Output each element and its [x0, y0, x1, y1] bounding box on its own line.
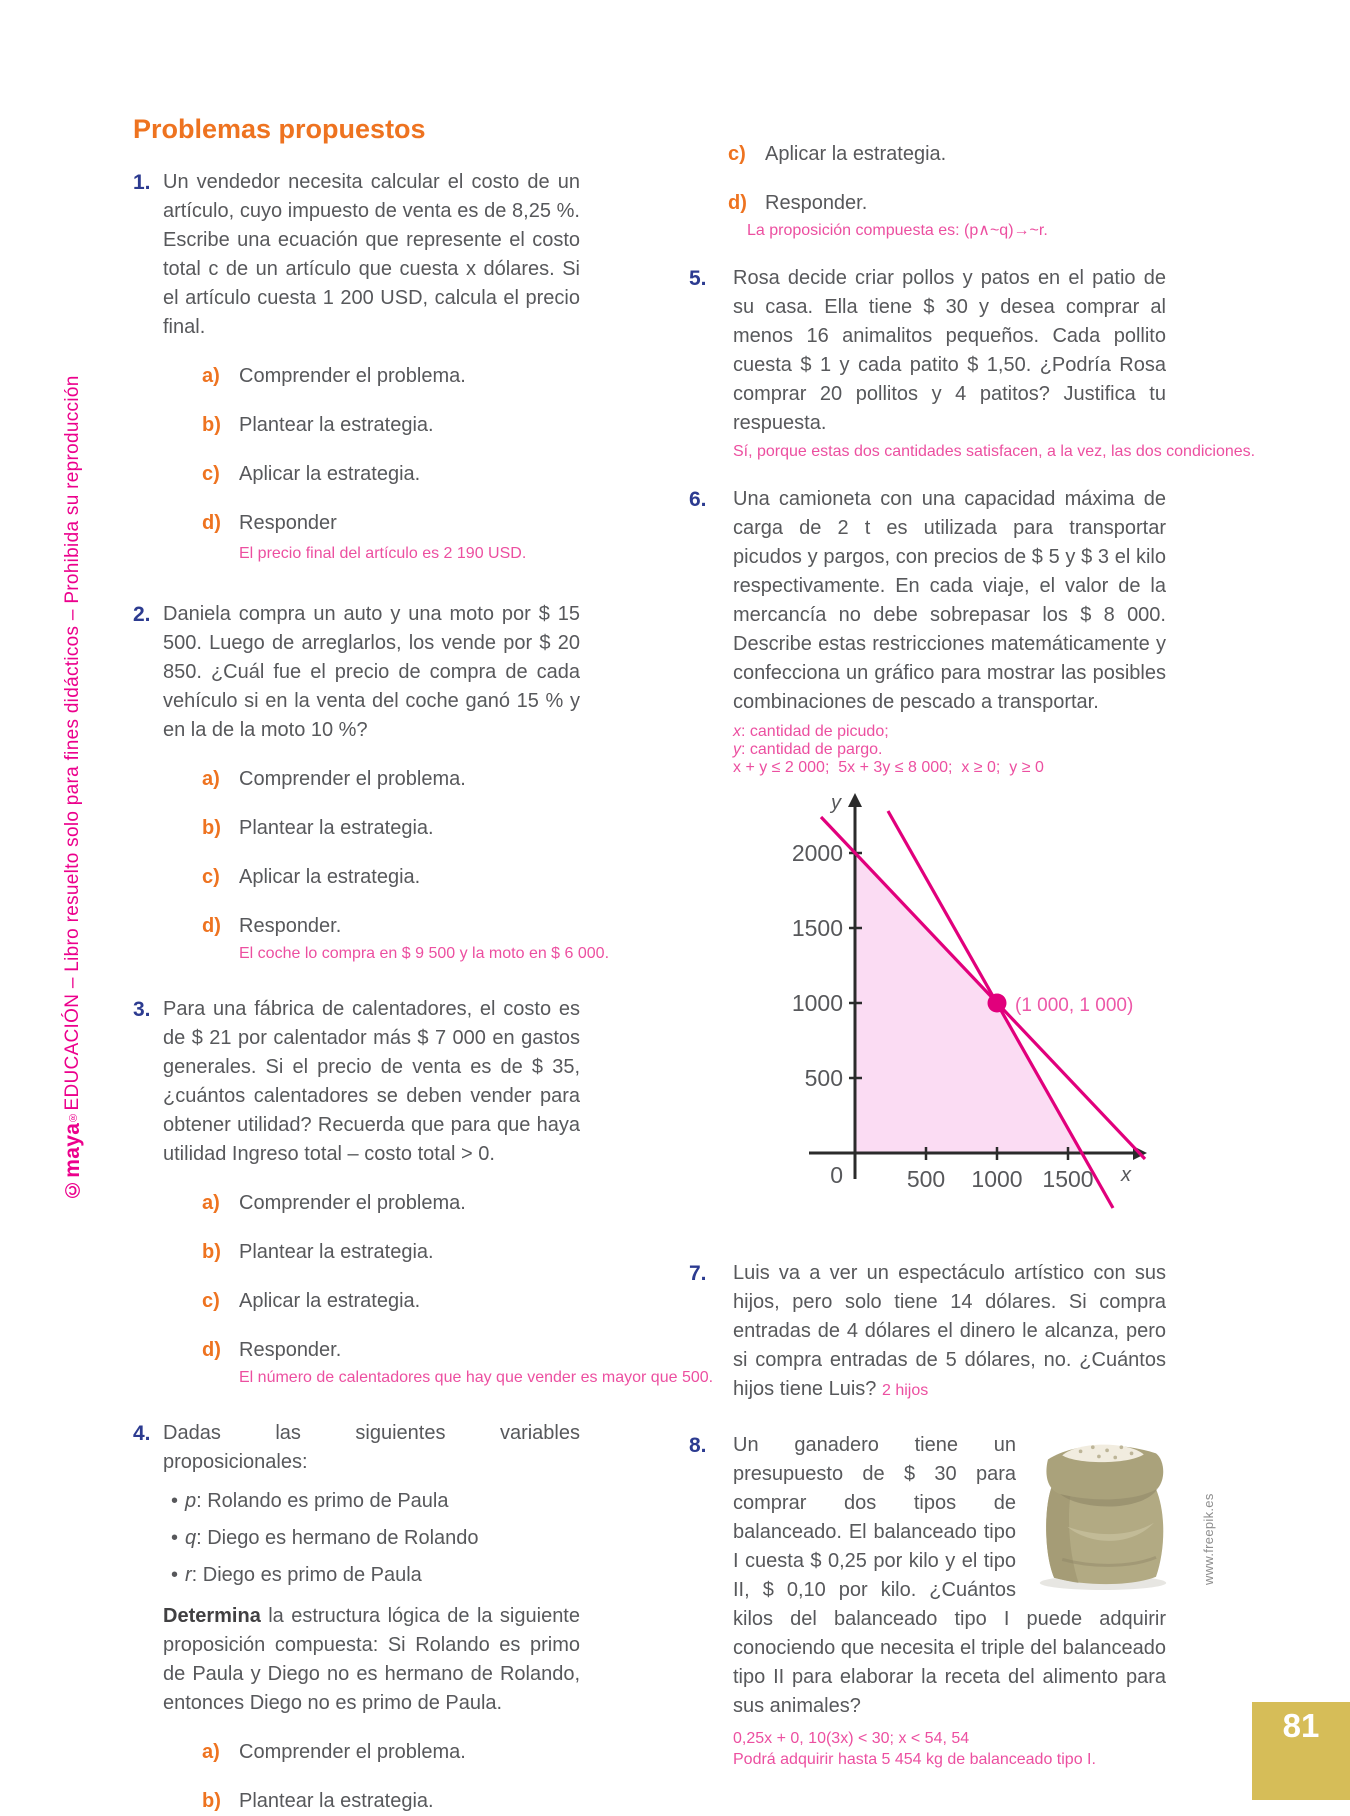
list-item — [171, 1487, 580, 1516]
image-credit: www.freepik.es — [1201, 1493, 1216, 1585]
point-label: (1 000, 1 000) — [1015, 995, 1134, 1016]
step-label: a) — [202, 365, 220, 387]
instruction-keyword: Determina — [163, 1605, 261, 1627]
problem-number: 5. — [689, 267, 707, 290]
variable: q — [185, 1527, 197, 1549]
problem-7 — [689, 1259, 1166, 1405]
step-text: Aplicar la estrategia. — [765, 143, 947, 165]
constraint-graph — [691, 791, 1161, 1236]
step-c — [202, 460, 580, 489]
problem-1 — [133, 168, 580, 568]
instruction-text — [163, 1602, 580, 1718]
problem-text: Una camioneta con una capacidad máxima de carga de 2 t es utilizada para transportar picudos y pargos, con precios de $ 5 y $ 3 el kilo respectivamente. En cada viaje, el valor de la mercancía no debe sobrepasar los $ 8 000. Describe estas restricciones matemáticamente y confecciona un gráfico para mostrar las posibles combinaciones de pescado a transportar. — [733, 488, 1166, 713]
problem-number: 6. — [689, 488, 707, 511]
y-tick-label: 2000 — [791, 840, 843, 866]
answer-text: La proposición compuesta es: (p∧~q)→~r. — [747, 222, 1048, 239]
page-number: 81 — [1282, 1707, 1320, 1744]
right-column — [689, 128, 1256, 1769]
step-text: Plantear la estrategia. — [239, 1241, 434, 1263]
feed-sack-icon — [1028, 1433, 1178, 1591]
answer-text: El coche lo compra en $ 9 500 y la moto en $ 6 000. — [239, 945, 610, 962]
problem-text: Un ganadero tiene un presupuesto de $ 30 para comprar dos tipos de balanceado. El balanceado tipo I cuesta $ 0,25 por kilo y el tipo II, $ 0,10 por kilo. ¿Cuántos kilos del balanceado tipo I puede adquirir conociendo que necesita el triple del balanceado tipo II para elaborar la receta del alimento para sus animales? — [733, 1434, 1166, 1717]
y-axis-arrow-icon — [848, 793, 862, 807]
x-tick-label: 1000 — [971, 1166, 1023, 1192]
step-label: b) — [202, 817, 221, 839]
step-text: Plantear la estrategia. — [239, 414, 434, 436]
variable: x — [733, 723, 741, 740]
problem-text: Luis va a ver un espectáculo artístico con sus hijos, pero solo tiene 14 dólares. Si compra entradas de 4 dólares el dinero le alcanza, pero si compra entradas de 5 dólares, no. ¿Cuántos hijos tiene Luis? 2 hijos — [733, 1262, 1166, 1400]
problem-3 — [133, 995, 714, 1387]
step-text: Responder. — [239, 1339, 342, 1361]
problem-number: 2. — [133, 603, 151, 626]
step-text: Responder — [239, 512, 337, 534]
constraint-notes — [733, 723, 1166, 777]
bullet-icon: • — [171, 1527, 179, 1549]
step-label: d) — [728, 192, 747, 214]
intersection-point — [988, 994, 1007, 1013]
constraint-graph-container — [691, 791, 1166, 1241]
list-item — [171, 1524, 580, 1553]
step-label: b) — [202, 414, 221, 436]
note-formula: x + y ≤ 2 000; 5x + 3y ≤ 8 000; x ≥ 0; y ≥ 0 — [733, 759, 1044, 776]
variable: y — [733, 741, 741, 758]
y-tick-label: 500 — [804, 1065, 843, 1091]
step-d — [728, 189, 1166, 218]
problem-text: Para una fábrica de calentadores, el costo es de $ 21 por calentador más $ 7 000 en gastos generales. Si el precio de venta es de $ 35, ¿cuántos calentadores se deben vender para obtener utilidad? Recuerda que para que haya utilidad Ingreso total – costo total > 0. — [163, 998, 580, 1165]
problem-6 — [689, 485, 1166, 717]
step-label: d) — [202, 915, 221, 937]
x-tick-label: 1500 — [1042, 1166, 1094, 1192]
step-label: a) — [202, 768, 220, 790]
step-b — [202, 814, 580, 843]
page-title: Problemas propuestos — [133, 114, 426, 144]
instruction-rest: la estructura lógica de la siguiente proposición compuesta: Si Rolando es primo de Paula y Diego no es hermano de Rolando, entonces Diego no es primo de Paula. — [163, 1605, 580, 1714]
list-item-text: : Diego es primo de Paula — [191, 1564, 422, 1586]
step-d — [202, 1336, 580, 1365]
problem-text: Rosa decide criar pollos y patos en el patio de su casa. Ella tiene $ 30 y desea comprar al menos 16 animalitos pequeños. Cada pollito cuesta $ 1 y cada patito $ 1,50. ¿Podría Rosa comprar 20 pollitos y 4 patitos? Justifica tu respuesta. — [733, 267, 1166, 434]
problem-text: Dadas las siguientes variables proposicionales: — [163, 1422, 580, 1473]
step-text: Responder. — [765, 192, 868, 214]
step-text: Aplicar la estrategia. — [239, 463, 421, 485]
step-label: d) — [202, 512, 221, 534]
step-text: Aplicar la estrategia. — [239, 1290, 421, 1312]
step-text: Aplicar la estrategia. — [239, 866, 421, 888]
x-tick-label: 500 — [906, 1166, 946, 1192]
step-text: Plantear la estrategia. — [239, 1790, 434, 1812]
step-a — [202, 1738, 580, 1767]
problem-8 — [689, 1431, 1216, 1721]
note-line: y: cantidad de pargo. — [733, 741, 883, 758]
variable: r — [185, 1564, 192, 1586]
step-text: Responder. — [239, 915, 342, 937]
registered-mark: ® — [67, 1110, 79, 1123]
problem-number: 4. — [133, 1422, 151, 1445]
sidebar-copyright — [52, 375, 94, 1201]
step-label: b) — [202, 1241, 221, 1263]
list-item-text: : Diego es hermano de Rolando — [196, 1527, 479, 1549]
step-b — [202, 411, 580, 440]
step-a — [202, 362, 580, 391]
bullet-icon: • — [171, 1490, 179, 1512]
problem-number: 1. — [133, 171, 151, 194]
x-axis-label: x — [1121, 1164, 1131, 1186]
step-b — [202, 1787, 580, 1816]
step-label: c) — [202, 1290, 220, 1312]
y-tick-label: 1000 — [791, 990, 843, 1016]
step-text: Comprender el problema. — [239, 1192, 466, 1214]
answer-text: Podrá adquirir hasta 5 454 kg de balanceado tipo I. — [733, 1751, 1096, 1768]
problem-text: Un vendedor necesita calcular el costo de un artículo, cuyo impuesto de venta es de 8,25 %. Escribe una ecuación que represente el costo total c de un artículo que cuesta x dólares. Si el artículo cuesta 1 200 USD, calcula el precio final. — [163, 171, 580, 338]
left-column — [133, 112, 714, 1816]
step-label: c) — [728, 143, 746, 165]
step-a — [202, 1189, 580, 1218]
problem-5 — [689, 264, 1166, 438]
problem-4 — [133, 1419, 580, 1816]
step-b — [202, 1238, 580, 1267]
answer-text: Sí, porque estas dos cantidades satisfacen, a la vez, las dos condiciones. — [733, 443, 1256, 460]
step-text: Comprender el problema. — [239, 365, 466, 387]
step-label: d) — [202, 1339, 221, 1361]
step-c — [202, 1287, 580, 1316]
list-item — [171, 1561, 580, 1590]
y-tick-label: 1500 — [791, 915, 843, 941]
list-item-text: : Rolando es primo de Paula — [196, 1490, 449, 1512]
step-label: b) — [202, 1790, 221, 1812]
proposition-list — [171, 1487, 580, 1590]
step-c — [202, 863, 580, 892]
page-number-badge — [1252, 1702, 1350, 1800]
step-label: a) — [202, 1192, 220, 1214]
step-label: c) — [202, 463, 220, 485]
bullet-icon: • — [171, 1564, 179, 1586]
answer-text: 2 hijos — [882, 1382, 929, 1399]
problem-text: Daniela compra un auto y una moto por $ 15 500. Luego de arreglarlos, los vende por $ 20 850. ¿Cuál fue el precio de compra de cada vehículo si en la venta del coche ganó 15 % y en la de la moto 10 %? — [163, 603, 580, 741]
step-a — [202, 765, 580, 794]
feed-sack-figure — [1028, 1433, 1224, 1591]
problem-4-continuation — [689, 140, 1166, 240]
sidebar-copyright-text: EDUCACIÓN – Libro resuelto solo para fines didácticos – Prohibida su reproducción — [62, 375, 83, 1111]
variable: p — [185, 1490, 197, 1512]
origin-label: 0 — [830, 1162, 843, 1188]
step-text: Plantear la estrategia. — [239, 817, 434, 839]
step-text: Comprender el problema. — [239, 1741, 466, 1763]
problem-number: 3. — [133, 998, 151, 1021]
problem-2 — [133, 600, 610, 963]
step-c — [728, 140, 1166, 169]
answer-text: El número de calentadores que hay que vender es mayor que 500. — [239, 1369, 714, 1386]
step-label: a) — [202, 1741, 220, 1763]
step-text: Comprender el problema. — [239, 768, 466, 790]
step-d — [202, 912, 580, 941]
y-axis-label: y — [831, 792, 841, 814]
step-label: c) — [202, 866, 220, 888]
note-line: x: cantidad de picudo; — [733, 723, 889, 740]
answer-formula: 0,25x + 0, 10(3x) < 30; x < 54, 54 — [733, 1730, 970, 1747]
problem-number: 7. — [689, 1262, 707, 1285]
problem-number: 8. — [689, 1434, 707, 1457]
publisher-logo: ©maya — [61, 1122, 84, 1201]
step-d — [202, 509, 580, 568]
answer-text: El precio final del artículo es 2 190 USD. — [239, 545, 527, 562]
